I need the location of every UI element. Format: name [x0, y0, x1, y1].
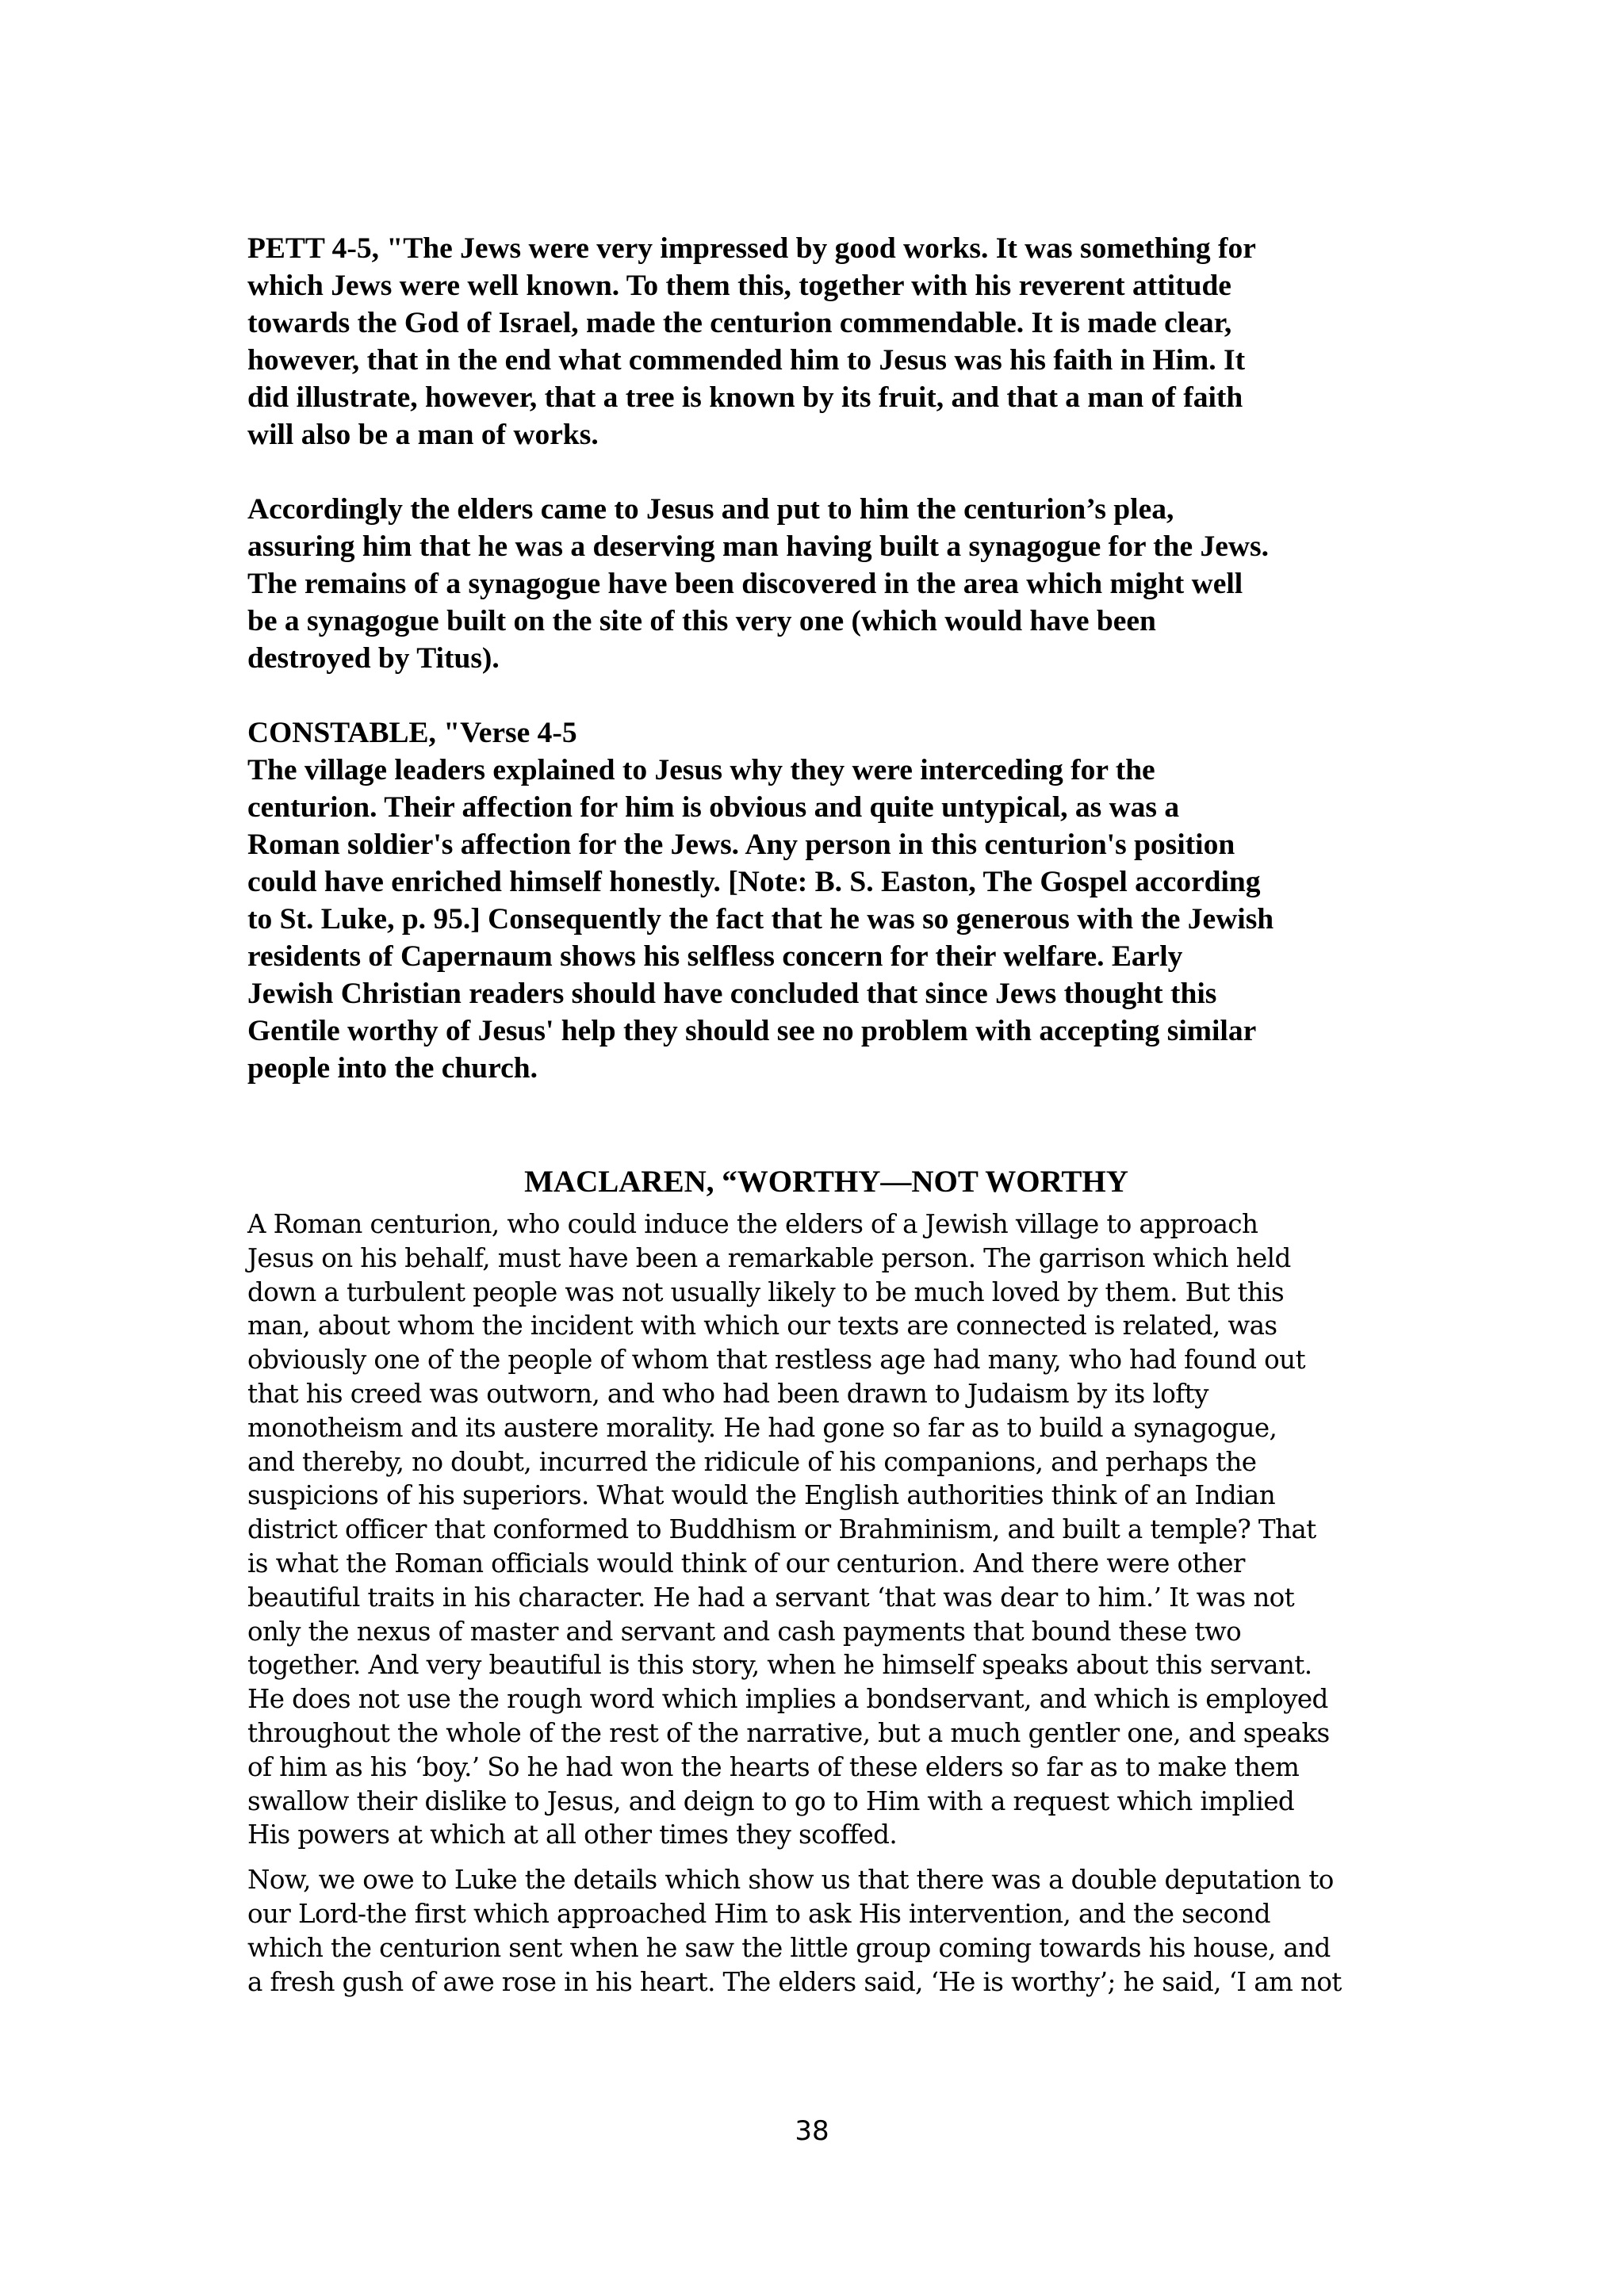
text-line: assuring him that he was a deserving man having built a synagogue for the Jews.: [247, 530, 1269, 563]
text-line: residents of Capernaum shows his selfless concern for their welfare. Early: [247, 940, 1183, 973]
text-line: He does not use the rough word which implies a bondservant, and which is employed: [247, 1684, 1328, 1715]
document-page: [247, 230, 1405, 1999]
text-line: down a turbulent people was not usually likely to be much loved by them. But this: [247, 1276, 1285, 1307]
text-line: people into the church.: [247, 1052, 538, 1085]
constable-paragraph: [247, 714, 1405, 1087]
text-line: CONSTABLE, "Verse 4-5: [247, 717, 577, 749]
text-line: Roman soldier's affection for the Jews. Any person in this centurion's position: [247, 828, 1235, 861]
text-line: centurion. Their affection for him is obvious and quite untypical, as was a: [247, 791, 1180, 824]
page-number: 38: [795, 2115, 829, 2147]
text-line: The remains of a synagogue have been discovered in the area which might well: [247, 568, 1243, 600]
pett-paragraph-2: [247, 491, 1405, 677]
text-line: beautiful traits in his character. He had a servant ‘that was dear to him.’ It was not: [247, 1582, 1295, 1613]
text-line: district officer that conformed to Buddhism or Brahminism, and built a temple? That: [247, 1514, 1316, 1545]
text-line: which the centurion sent when he saw the little group coming towards his house, and: [247, 1932, 1331, 1963]
pett-paragraph-1: [247, 230, 1405, 453]
text-line: A Roman centurion, who could induce the elders of a Jewish village to approach: [247, 1209, 1258, 1239]
text-line: Gentile worthy of Jesus' help they should see no problem with accepting similar: [247, 1015, 1257, 1047]
text-line: man, about whom the incident with which our texts are connected is related, was: [247, 1311, 1277, 1341]
text-line: is what the Roman officials would think of our centurion. And there were other: [247, 1548, 1245, 1578]
maclaren-paragraph-2: [247, 1863, 1405, 1999]
text-line: could have enriched himself honestly. [Note: B. S. Easton, The Gospel according: [247, 866, 1261, 898]
text-line: obviously one of the people of whom that restless age had many, who had found out: [247, 1345, 1305, 1376]
text-line: be a synagogue built on the site of this very one (which would have been: [247, 605, 1156, 637]
maclaren-heading: MACLAREN, “WORTHY—NOT WORTHY: [524, 1165, 1128, 1199]
text-line: our Lord-the first which approached Him to ask His intervention, and the second: [247, 1898, 1270, 1929]
text-line: The village leaders explained to Jesus why they were interceding for the: [247, 754, 1155, 786]
text-line: Now, we owe to Luke the details which show us that there was a double deputation to: [247, 1865, 1334, 1896]
text-line: a fresh gush of awe rose in his heart. The elders said, ‘He is worthy’; he said, ‘I am not: [247, 1966, 1342, 1997]
text-line: towards the God of Israel, made the centurion commendable. It is made clear,: [247, 307, 1232, 339]
text-line: His powers at which at all other times they scoffed.: [247, 1820, 898, 1850]
text-line: together. And very beautiful is this story, when he himself speaks about this servant.: [247, 1650, 1312, 1681]
text-line: monotheism and its austere morality. He had gone so far as to build a synagogue,: [247, 1412, 1277, 1443]
text-line: to St. Luke, p. 95.] Consequently the fact that he was so generous with the Jewish: [247, 903, 1274, 936]
text-line: PETT 4-5, "The Jews were very impressed by good works. It was something for: [247, 232, 1256, 265]
text-line: and thereby, no doubt, incurred the ridicule of his companions, and perhaps the: [247, 1446, 1257, 1477]
text-line: swallow their dislike to Jesus, and deign to go to Him with a request which implied: [247, 1785, 1295, 1816]
text-line: Jesus on his behalf, must have been a remarkable person. The garrison which held: [247, 1242, 1291, 1273]
text-line: of him as his ‘boy.’ So he had won the hearts of these elders so far as to make them: [247, 1751, 1300, 1782]
text-line: Jewish Christian readers should have concluded that since Jews thought this: [247, 978, 1217, 1010]
text-line: will also be a man of works.: [247, 419, 599, 451]
text-line: which Jews were well known. To them this, together with his reverent attitude: [247, 270, 1231, 302]
text-line: destroyed by Titus).: [247, 642, 500, 675]
maclaren-paragraph-1: [247, 1207, 1405, 1852]
text-line: Accordingly the elders came to Jesus and put to him the centurion’s plea,: [247, 493, 1174, 526]
text-line: suspicions of his superiors. What would the English authorities think of an Indian: [247, 1480, 1276, 1511]
text-line: that his creed was outworn, and who had been drawn to Judaism by its lofty: [247, 1378, 1208, 1409]
text-line: however, that in the end what commended him to Jesus was his faith in Him. It: [247, 344, 1246, 377]
text-line: only the nexus of master and servant and cash payments that bound these two: [247, 1616, 1242, 1647]
text-line: throughout the whole of the rest of the narrative, but a much gentler one, and speaks: [247, 1717, 1330, 1748]
text-line: did illustrate, however, that a tree is known by its fruit, and that a man of faith: [247, 381, 1243, 414]
